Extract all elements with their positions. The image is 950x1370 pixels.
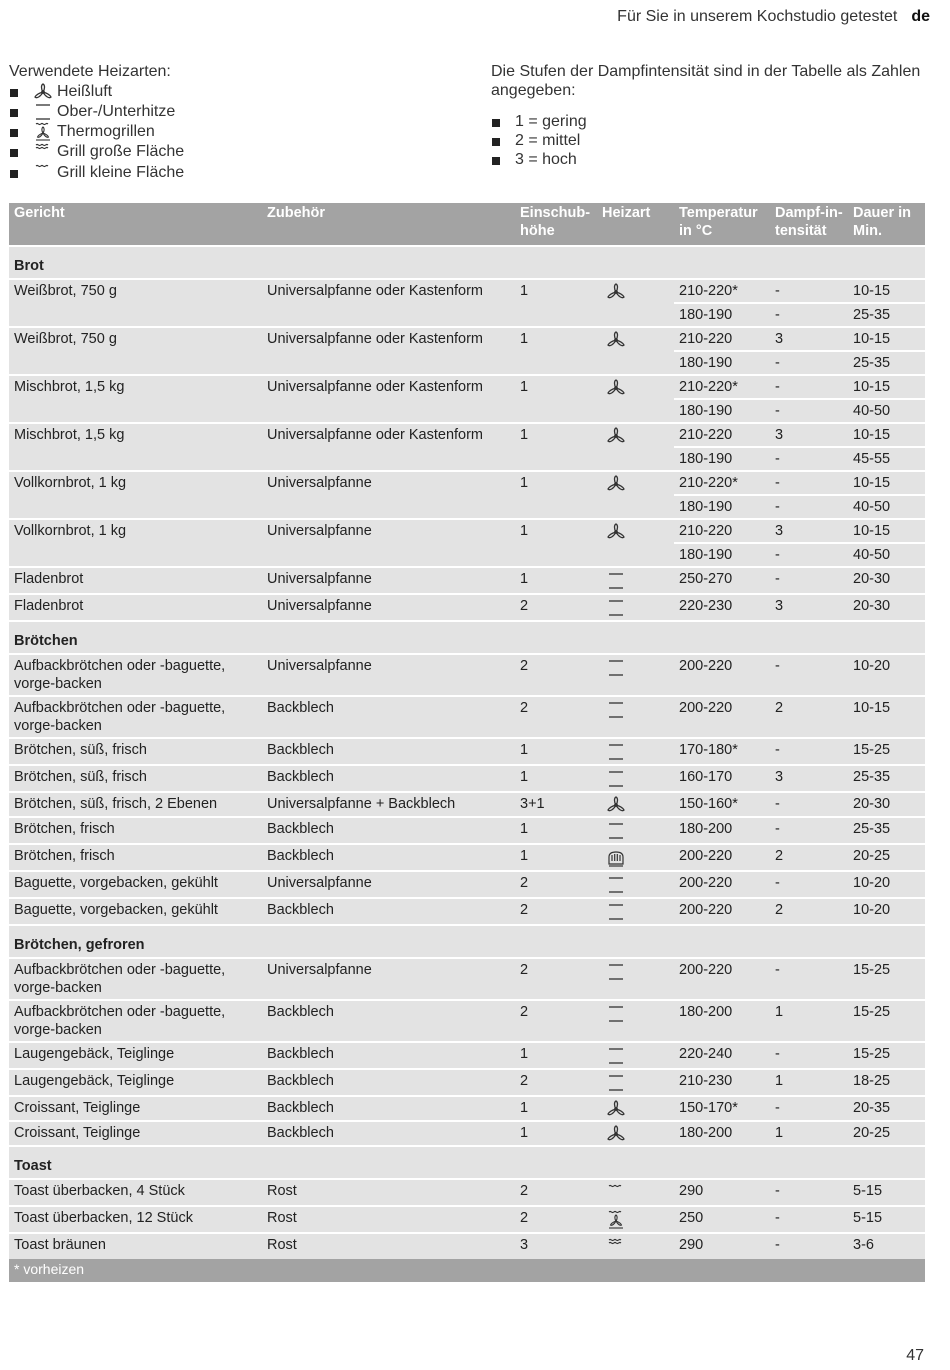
col-header-steam: Dampf-in-tensität [770,203,848,246]
temperature-cell: 210-220 [674,519,770,543]
dish-cell: Brötchen, frisch [9,817,262,844]
level-cell: 1 [515,279,597,327]
duration-cell: 25-35 [848,817,925,844]
accessory-cell: Backblech [262,844,515,871]
temperature-cell: 210-220* [674,375,770,399]
steam-cell: - [770,1179,848,1206]
level-cell: 3+1 [515,792,597,817]
temperature-cell: 180-190 [674,495,770,519]
cooking-table [9,203,925,1282]
top-bottom-heat-icon [602,769,670,789]
heating-modes-legend [9,62,469,183]
steam-cell: 1 [770,1000,848,1042]
accessory-cell: Rost [262,1233,515,1259]
duration-cell: 3-6 [848,1233,925,1259]
table-row [9,654,925,696]
duration-cell: 20-30 [848,594,925,621]
level-cell: 2 [515,1179,597,1206]
steam-intensity-list [491,112,931,169]
level-cell: 2 [515,696,597,738]
duration-cell: 45-55 [848,447,925,471]
duration-cell: 10-15 [848,279,925,303]
duration-cell: 40-50 [848,495,925,519]
temperature-cell: 180-190 [674,351,770,375]
level-cell: 1 [515,423,597,471]
col-header-level: Einschub-höhe [515,203,597,246]
temperature-cell: 210-230 [674,1069,770,1096]
fan-icon [602,379,670,397]
dish-cell: Baguette, vorgebacken, gekühlt [9,898,262,925]
table-row [9,567,925,594]
steam-cell: - [770,375,848,399]
col-header-duration: Dauer in Min. [848,203,925,246]
duration-cell: 25-35 [848,351,925,375]
temperature-cell: 180-190 [674,399,770,423]
temperature-cell: 180-200 [674,1121,770,1146]
level-cell: 1 [515,375,597,423]
table-row [9,1042,925,1069]
thermo-grill-icon [33,122,53,142]
temperature-cell: 200-220 [674,696,770,738]
legend-item-top-bottom-heat [9,102,469,122]
top-bottom-heat-icon [602,902,670,922]
legend-item-grill-small [9,163,469,183]
language-tag: de [911,8,930,25]
heating-cell [597,1069,674,1096]
level-cell: 1 [515,1042,597,1069]
steam-cell: - [770,1096,848,1121]
dish-cell: Toast überbacken, 12 Stück [9,1206,262,1233]
dish-cell: Laugengebäck, Teiglinge [9,1069,262,1096]
legend-item-grill-large [9,142,469,162]
temperature-cell: 160-170 [674,765,770,792]
temperature-cell: 150-160* [674,792,770,817]
temperature-cell: 180-190 [674,447,770,471]
table-row [9,871,925,898]
dish-cell: Toast überbacken, 4 Stück [9,1179,262,1206]
duration-cell: 15-25 [848,1000,925,1042]
steam-cell: 3 [770,765,848,792]
temperature-cell: 180-190 [674,543,770,567]
page-header [617,8,930,26]
temperature-cell: 200-220 [674,844,770,871]
top-bottom-heat-icon [33,102,53,122]
accessory-cell: Universalpfanne oder Kastenform [262,375,515,423]
dish-cell: Brötchen, frisch [9,844,262,871]
bread-baking-icon [602,848,670,868]
table-row [9,898,925,925]
table-row [9,1179,925,1206]
duration-cell: 10-15 [848,696,925,738]
duration-cell: 10-15 [848,327,925,351]
temperature-cell: 210-220* [674,279,770,303]
table-row [9,1069,925,1096]
heating-modes-list [9,82,469,183]
steam-cell: - [770,958,848,1000]
steam-cell: - [770,279,848,303]
steam-cell: - [770,543,848,567]
duration-cell: 20-30 [848,567,925,594]
top-bottom-heat-icon [602,1073,670,1093]
dish-cell: Aufbackbrötchen oder -baguette, vorge-backen [9,1000,262,1042]
temperature-cell: 220-240 [674,1042,770,1069]
grill-small-icon [602,1183,670,1203]
section-title: Toast [9,1146,925,1179]
level-cell: 1 [515,738,597,765]
table-row [9,958,925,1000]
top-bottom-heat-icon [602,571,670,591]
dish-cell: Croissant, Teiglinge [9,1121,262,1146]
dish-cell: Fladenbrot [9,567,262,594]
temperature-cell: 200-220 [674,898,770,925]
temperature-cell: 250 [674,1206,770,1233]
level-cell: 1 [515,844,597,871]
temperature-cell: 250-270 [674,567,770,594]
top-bottom-heat-icon [602,962,670,982]
footnote-row [9,1259,925,1282]
heating-cell [597,898,674,925]
dish-cell: Aufbackbrötchen oder -baguette, vorge-backen [9,958,262,1000]
steam-cell: - [770,447,848,471]
heating-cell [597,817,674,844]
table-row [9,738,925,765]
table-row [9,471,925,495]
steam-cell: 1 [770,1121,848,1146]
table-row [9,792,925,817]
steam-cell: - [770,817,848,844]
heating-cell [597,519,674,567]
top-bottom-heat-icon [602,700,670,720]
temperature-cell: 220-230 [674,594,770,621]
table-row [9,1206,925,1233]
heating-cell [597,594,674,621]
steam-cell: 2 [770,696,848,738]
steam-cell: - [770,871,848,898]
duration-cell: 20-30 [848,792,925,817]
temperature-cell: 200-220 [674,654,770,696]
heating-cell [597,327,674,375]
steam-cell: 1 [770,1069,848,1096]
heating-cell [597,765,674,792]
fan-icon [602,475,670,493]
heating-cell [597,423,674,471]
level-cell: 1 [515,817,597,844]
steam-cell: - [770,1206,848,1233]
table-row [9,696,925,738]
level-cell: 2 [515,958,597,1000]
level-cell: 1 [515,327,597,375]
level-cell: 2 [515,898,597,925]
fan-icon [602,1125,670,1143]
duration-cell: 25-35 [848,303,925,327]
heating-cell [597,1042,674,1069]
duration-cell: 10-20 [848,654,925,696]
table-row [9,1000,925,1042]
dish-cell: Vollkornbrot, 1 kg [9,471,262,519]
table-row [9,817,925,844]
temperature-cell: 210-220 [674,423,770,447]
heating-cell [597,738,674,765]
top-bottom-heat-icon [602,875,670,895]
accessory-cell: Backblech [262,817,515,844]
footnote: * vorheizen [9,1259,925,1282]
steam-cell: - [770,654,848,696]
steam-cell: 2 [770,844,848,871]
temperature-cell: 210-220 [674,327,770,351]
temperature-cell: 180-200 [674,817,770,844]
level-cell: 1 [515,567,597,594]
col-header-heating: Heizart [597,203,674,246]
steam-cell: - [770,567,848,594]
steam-level-item: 2 = mittel [491,131,931,150]
level-cell: 2 [515,871,597,898]
steam-cell: - [770,351,848,375]
col-header-dish: Gericht [9,203,262,246]
legend-label: Thermogrillen [57,123,155,141]
level-cell: 2 [515,1069,597,1096]
table-row [9,844,925,871]
section-header-row [9,925,925,958]
grill-large-icon [602,1237,670,1257]
accessory-cell: Universalpfanne [262,958,515,1000]
table-row [9,1121,925,1146]
accessory-cell: Rost [262,1206,515,1233]
heating-cell [597,792,674,817]
accessory-cell: Rost [262,1179,515,1206]
heating-cell [597,696,674,738]
temperature-cell: 200-220 [674,871,770,898]
dish-cell: Mischbrot, 1,5 kg [9,423,262,471]
steam-level-item: 1 = gering [491,112,931,131]
accessory-cell: Universalpfanne [262,871,515,898]
page-number: 47 [906,1347,924,1364]
table-header-row [9,203,925,246]
steam-cell: - [770,303,848,327]
heating-cell [597,471,674,519]
table-row [9,765,925,792]
duration-cell: 15-25 [848,738,925,765]
steam-cell: 3 [770,519,848,543]
top-bottom-heat-icon [602,1046,670,1066]
accessory-cell: Backblech [262,765,515,792]
temperature-cell: 290 [674,1179,770,1206]
steam-cell: - [770,495,848,519]
dish-cell: Brötchen, süß, frisch [9,765,262,792]
accessory-cell: Universalpfanne [262,471,515,519]
dish-cell: Weißbrot, 750 g [9,327,262,375]
table-row [9,423,925,447]
temperature-cell: 200-220 [674,958,770,1000]
fan-icon [33,83,53,101]
heating-cell [597,654,674,696]
accessory-cell: Universalpfanne oder Kastenform [262,327,515,375]
steam-cell: 3 [770,327,848,351]
dish-cell: Laugengebäck, Teiglinge [9,1042,262,1069]
accessory-cell: Universalpfanne [262,654,515,696]
steam-cell: - [770,1042,848,1069]
top-bottom-heat-icon [602,821,670,841]
temperature-cell: 180-200 [674,1000,770,1042]
heating-cell [597,1206,674,1233]
accessory-cell: Backblech [262,1000,515,1042]
steam-cell: 3 [770,423,848,447]
fan-icon [602,1100,670,1118]
col-header-accessory: Zubehör [262,203,515,246]
steam-cell: 3 [770,594,848,621]
heating-cell [597,1096,674,1121]
duration-cell: 10-15 [848,375,925,399]
section-header-row [9,246,925,279]
steam-intensity-text: Die Stufen der Dampfintensität sind in der Tabelle als Zahlen angegeben: [491,63,921,99]
top-bottom-heat-icon [602,658,670,678]
top-bottom-heat-icon [602,742,670,762]
section-title: Brötchen, gefroren [9,925,925,958]
legend-label: Ober-/Unterhitze [57,103,176,121]
thermo-grill-icon [602,1210,670,1230]
legend-label: Grill kleine Fläche [57,163,185,181]
level-cell: 1 [515,1121,597,1146]
dish-cell: Brötchen, süß, frisch, 2 Ebenen [9,792,262,817]
dish-cell: Croissant, Teiglinge [9,1096,262,1121]
duration-cell: 10-15 [848,471,925,495]
legend-item-fan [9,82,469,102]
accessory-cell: Backblech [262,1069,515,1096]
steam-cell: - [770,738,848,765]
steam-level-item: 3 = hoch [491,150,931,169]
steam-cell: - [770,1233,848,1259]
top-bottom-heat-icon [602,1004,670,1024]
heating-cell [597,1179,674,1206]
level-cell: 1 [515,519,597,567]
dish-cell: Aufbackbrötchen oder -baguette, vorge-backen [9,696,262,738]
accessory-cell: Backblech [262,738,515,765]
duration-cell: 10-15 [848,519,925,543]
accessory-cell: Universalpfanne oder Kastenform [262,279,515,327]
accessory-cell: Universalpfanne oder Kastenform [262,423,515,471]
table-row [9,327,925,351]
accessory-cell: Backblech [262,1121,515,1146]
table-row [9,594,925,621]
grill-large-icon [33,142,53,162]
heating-cell [597,1121,674,1146]
legend-item-thermo-grill [9,122,469,142]
table-row [9,375,925,399]
temperature-cell: 290 [674,1233,770,1259]
level-cell: 1 [515,765,597,792]
accessory-cell: Backblech [262,1096,515,1121]
duration-cell: 40-50 [848,399,925,423]
header-title: Für Sie in unserem Kochstudio getestet [617,8,898,25]
temperature-cell: 210-220* [674,471,770,495]
legend-label: Heißluft [57,83,113,100]
heating-cell [597,567,674,594]
table-row [9,279,925,303]
level-cell: 2 [515,594,597,621]
dish-cell: Fladenbrot [9,594,262,621]
duration-cell: 10-20 [848,898,925,925]
level-cell: 3 [515,1233,597,1259]
accessory-cell: Backblech [262,1042,515,1069]
duration-cell: 10-15 [848,423,925,447]
temperature-cell: 150-170* [674,1096,770,1121]
accessory-cell: Backblech [262,898,515,925]
section-header-row [9,621,925,654]
duration-cell: 25-35 [848,765,925,792]
accessory-cell: Universalpfanne [262,567,515,594]
fan-icon [602,427,670,445]
accessory-cell: Backblech [262,696,515,738]
heating-cell [597,375,674,423]
section-title: Brot [9,246,925,279]
fan-icon [602,331,670,349]
duration-cell: 18-25 [848,1069,925,1096]
dish-cell: Weißbrot, 750 g [9,279,262,327]
table-row [9,1233,925,1259]
heating-cell [597,958,674,1000]
dish-cell: Brötchen, süß, frisch [9,738,262,765]
accessory-cell: Universalpfanne + Backblech [262,792,515,817]
grill-small-icon [33,163,53,183]
level-cell: 1 [515,471,597,519]
heating-cell [597,1233,674,1259]
duration-cell: 10-20 [848,871,925,898]
duration-cell: 20-25 [848,844,925,871]
legend-label: Grill große Fläche [57,143,185,161]
duration-cell: 20-35 [848,1096,925,1121]
fan-icon [602,523,670,541]
heating-cell [597,871,674,898]
heating-cell [597,279,674,327]
steam-cell: - [770,792,848,817]
steam-intensity-legend [491,62,931,169]
duration-cell: 40-50 [848,543,925,567]
fan-icon [602,283,670,301]
section-header-row [9,1146,925,1179]
heating-modes-title: Verwendete Heizarten: [9,63,171,80]
duration-cell: 15-25 [848,958,925,1000]
accessory-cell: Universalpfanne [262,594,515,621]
steam-cell: - [770,471,848,495]
duration-cell: 5-15 [848,1206,925,1233]
temperature-cell: 170-180* [674,738,770,765]
dish-cell: Toast bräunen [9,1233,262,1259]
dish-cell: Vollkornbrot, 1 kg [9,519,262,567]
heating-cell [597,844,674,871]
heating-cell [597,1000,674,1042]
steam-cell: 2 [770,898,848,925]
dish-cell: Aufbackbrötchen oder -baguette, vorge-backen [9,654,262,696]
dish-cell: Baguette, vorgebacken, gekühlt [9,871,262,898]
dish-cell: Mischbrot, 1,5 kg [9,375,262,423]
table-row [9,519,925,543]
steam-cell: - [770,399,848,423]
duration-cell: 15-25 [848,1042,925,1069]
section-title: Brötchen [9,621,925,654]
table-row [9,1096,925,1121]
duration-cell: 5-15 [848,1179,925,1206]
level-cell: 1 [515,1096,597,1121]
fan-icon [602,796,670,814]
level-cell: 2 [515,1206,597,1233]
level-cell: 2 [515,1000,597,1042]
top-bottom-heat-icon [602,598,670,618]
level-cell: 2 [515,654,597,696]
temperature-cell: 180-190 [674,303,770,327]
col-header-temperature: Temperatur in °C [674,203,770,246]
duration-cell: 20-25 [848,1121,925,1146]
accessory-cell: Universalpfanne [262,519,515,567]
